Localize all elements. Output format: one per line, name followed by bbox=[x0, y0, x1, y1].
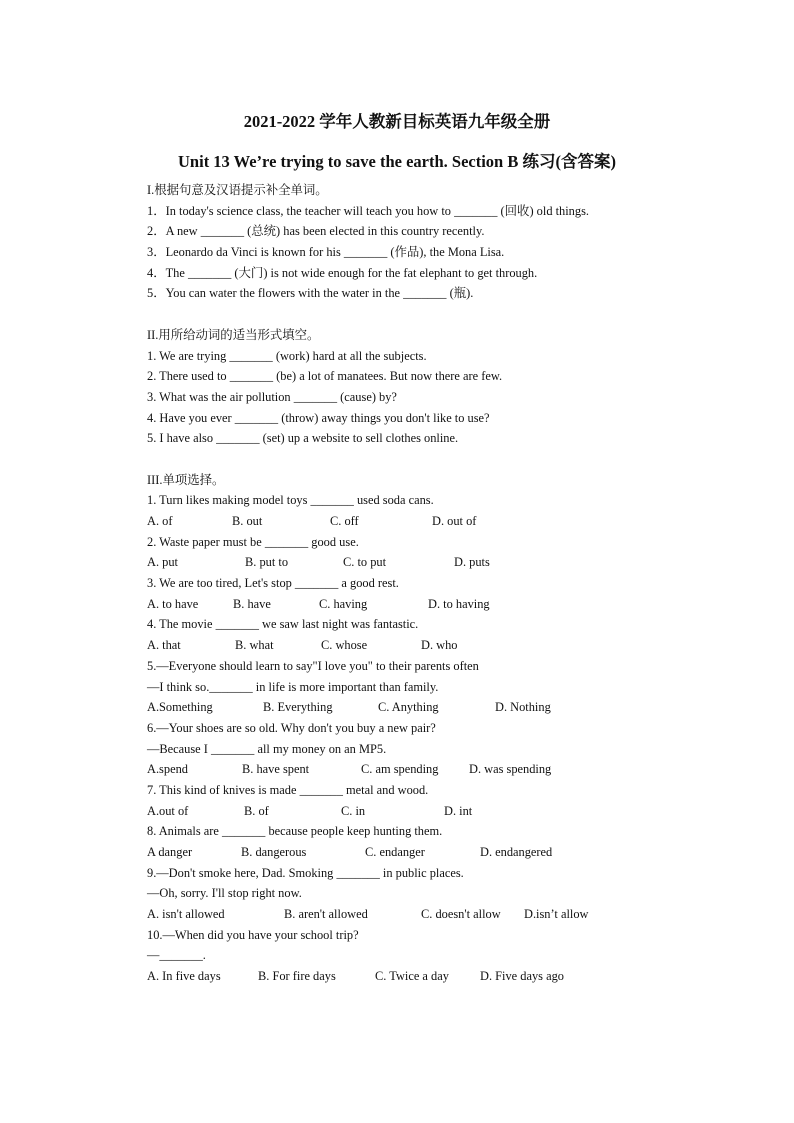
q-stem: —Because I _______ all my money on an MP5. bbox=[147, 741, 387, 756]
option-d: D. int bbox=[444, 803, 473, 818]
option-b: B. For fire days bbox=[258, 969, 336, 984]
option-a: A danger bbox=[147, 845, 193, 859]
option-b: B. out bbox=[232, 514, 263, 528]
q-options bbox=[147, 966, 667, 987]
option-c: C. doesn't allow bbox=[421, 907, 501, 922]
q-stem: 8. Animals are _______ because people keep hunting them. bbox=[147, 824, 443, 839]
option-b: B. Everything bbox=[263, 700, 333, 715]
option-b: B. put to bbox=[245, 555, 289, 570]
q-stem: 3. We are too tired, Let's stop _______ a good rest. bbox=[147, 576, 399, 591]
q-options bbox=[147, 801, 667, 822]
s2-item: 2. There used to _______ (be) a lot of manatees. But now there are few. bbox=[147, 369, 503, 384]
s1-item: 3．Leonardo da Vinci is known for his _______ (作品), the Mona Lisa. bbox=[147, 245, 505, 260]
option-c: C. in bbox=[341, 803, 366, 818]
s2-item: 5. I have also _______ (set) up a website to sell clothes online. bbox=[147, 431, 459, 446]
option-a: A.Something bbox=[147, 700, 213, 715]
q-stem: 1. Turn likes making model toys _______ used soda cans. bbox=[147, 493, 434, 508]
s1-item: 2．A new _______ (总统) has been elected in this country recently. bbox=[147, 224, 485, 239]
q-options bbox=[147, 842, 667, 863]
q-stem: 10.—When did you have your school trip? bbox=[147, 927, 359, 942]
s1-item: 1．In today's science class, the teacher will teach you how to _______ (回收) old things. bbox=[147, 203, 589, 218]
option-d: D. to having bbox=[428, 596, 490, 611]
q-options bbox=[147, 697, 667, 718]
q-options bbox=[147, 759, 667, 780]
option-a: A. isn't allowed bbox=[147, 907, 225, 922]
s2-item: 4. Have you ever _______ (throw) away things you don't like to use? bbox=[147, 410, 490, 425]
q-options bbox=[147, 635, 667, 656]
option-d: D. out of bbox=[432, 514, 477, 528]
s2-item: 1. We are trying _______ (work) hard at all the subjects. bbox=[147, 348, 427, 363]
option-a: A.spend bbox=[147, 762, 188, 777]
option-c: C. Twice a day bbox=[375, 969, 449, 984]
option-d: D. puts bbox=[454, 555, 490, 570]
q-options bbox=[147, 904, 667, 925]
option-b: B. have bbox=[233, 596, 271, 611]
q-stem: —I think so._______ in life is more important than family. bbox=[147, 679, 439, 694]
spacer bbox=[147, 304, 667, 325]
option-a: A. of bbox=[147, 514, 173, 528]
s1-item: 4．The _______ (大门) is not wide enough for the fat elephant to get through. bbox=[147, 265, 538, 280]
option-b: B. what bbox=[235, 638, 274, 653]
option-c: C. am spending bbox=[361, 762, 439, 777]
option-d: D.isn’t allow bbox=[524, 907, 589, 922]
option-c: C. endanger bbox=[365, 845, 425, 859]
option-a: A. that bbox=[147, 638, 181, 653]
q-stem: 5.—Everyone should learn to say"I love you" to their parents often bbox=[147, 658, 479, 673]
q-stem: 4. The movie _______ we saw last night was fantastic. bbox=[147, 617, 419, 632]
option-d: D. endangered bbox=[480, 845, 553, 859]
q-stem: 6.—Your shoes are so old. Why don't you buy a new pair? bbox=[147, 720, 436, 735]
option-c: C. to put bbox=[343, 555, 387, 570]
option-a: A. In five days bbox=[147, 969, 221, 984]
q-options bbox=[147, 511, 667, 532]
option-a: A. to have bbox=[147, 596, 199, 611]
option-d: D. Five days ago bbox=[480, 969, 564, 984]
option-a: A. put bbox=[147, 555, 178, 570]
q-stem: —_______. bbox=[147, 948, 206, 963]
section-1-heading: I.根据句意及汉语提示补全单词。 bbox=[147, 183, 328, 197]
option-b: B. have spent bbox=[242, 762, 310, 777]
option-b: B. aren't allowed bbox=[284, 907, 368, 922]
exercise-content bbox=[147, 180, 667, 987]
document-subtitle: Unit 13 We’re trying to save the earth. Section B 练习(含答案) bbox=[178, 152, 616, 171]
q-stem: 2. Waste paper must be _______ good use. bbox=[147, 534, 359, 549]
option-d: D. who bbox=[421, 638, 458, 653]
q-stem: —Oh, sorry. I'll stop right now. bbox=[147, 886, 302, 901]
option-d: D. was spending bbox=[469, 762, 552, 777]
option-c: C. having bbox=[319, 596, 368, 611]
q-stem: 7. This kind of knives is made _______ metal and wood. bbox=[147, 782, 429, 797]
document-title: 2021-2022 学年人教新目标英语九年级全册 bbox=[243, 112, 551, 131]
option-c: C. Anything bbox=[378, 700, 439, 715]
q-options bbox=[147, 552, 667, 573]
option-c: C. whose bbox=[321, 638, 368, 653]
spacer bbox=[147, 449, 667, 470]
section-3-heading: III.单项选择。 bbox=[147, 472, 225, 487]
s2-item: 3. What was the air pollution _______ (cause) by? bbox=[147, 389, 397, 404]
option-d: D. Nothing bbox=[495, 700, 551, 715]
q-stem: 9.—Don't smoke here, Dad. Smoking _______ in public places. bbox=[147, 865, 464, 880]
q-options bbox=[147, 594, 667, 615]
s1-item: 5．You can water the flowers with the water in the _______ (瓶). bbox=[147, 286, 474, 301]
section-2-heading: II.用所给动词的适当形式填空。 bbox=[147, 327, 320, 342]
option-a: A.out of bbox=[147, 803, 189, 818]
option-b: B. of bbox=[244, 803, 269, 818]
option-c: C. off bbox=[330, 514, 359, 528]
option-b: B. dangerous bbox=[241, 845, 307, 859]
